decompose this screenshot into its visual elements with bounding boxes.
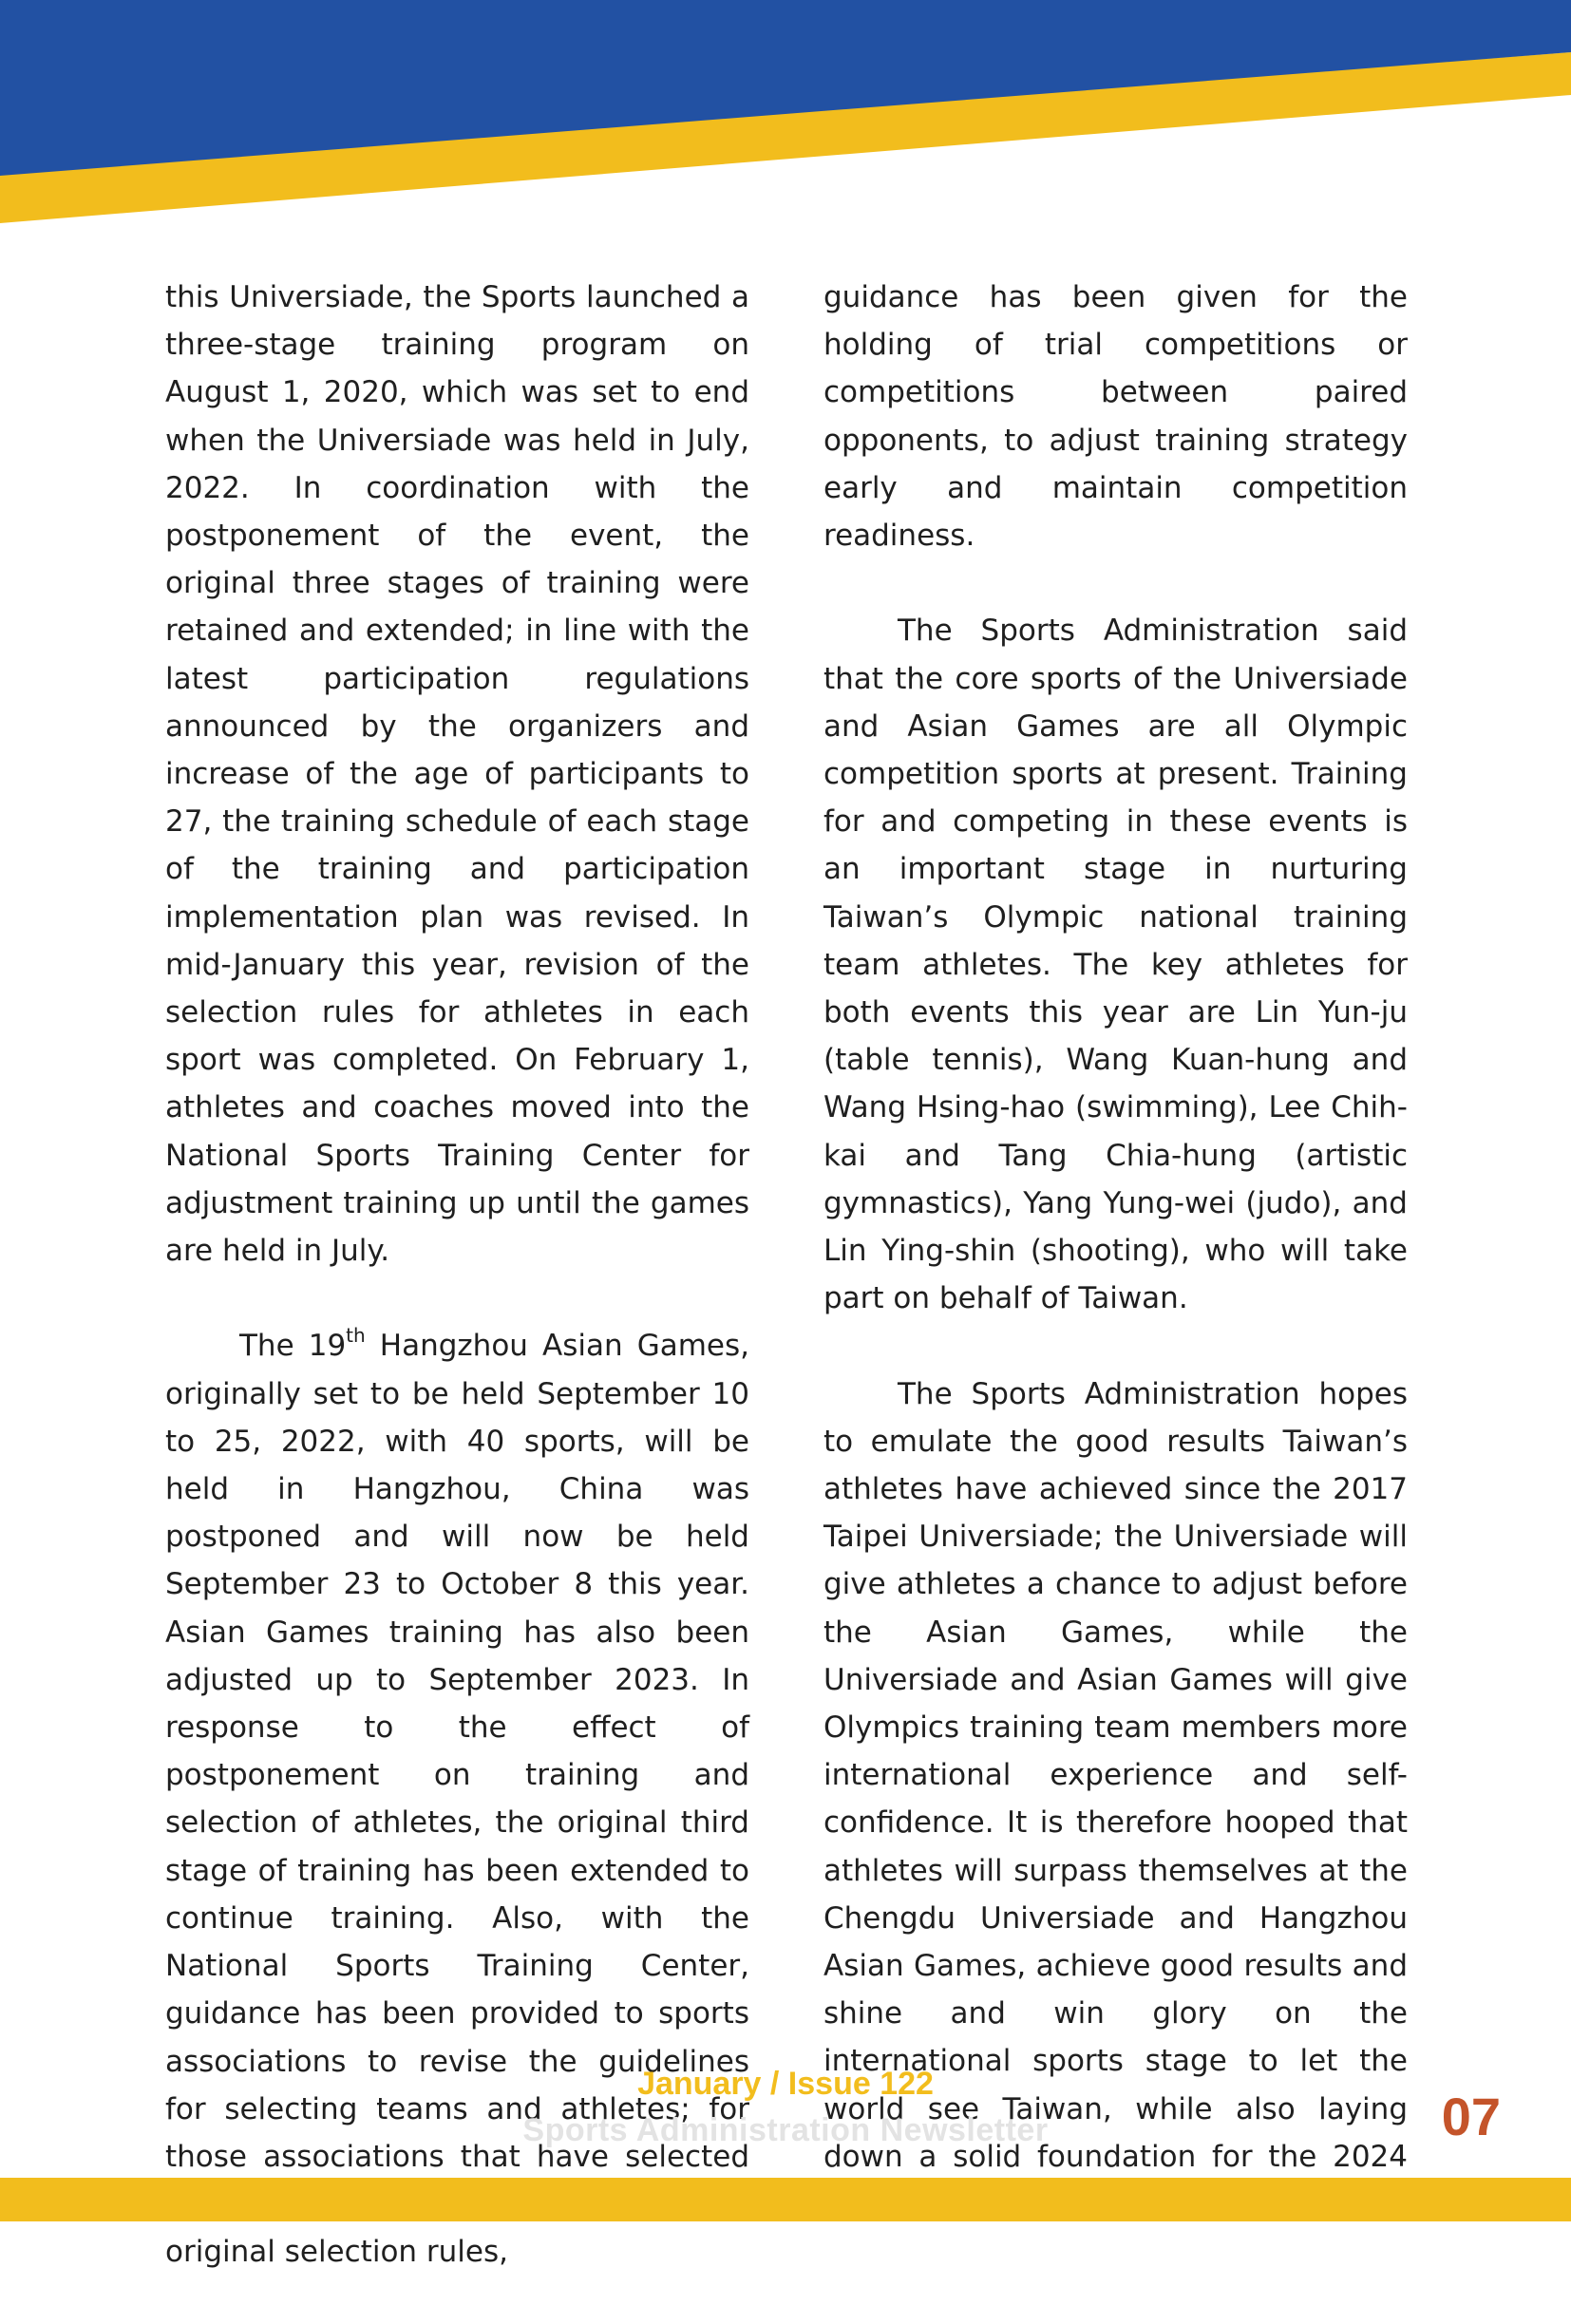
footer-issue: January / Issue 122	[637, 2066, 934, 2102]
asian-games-lead: The 19	[239, 1329, 347, 1364]
page-number: 07	[1441, 2087, 1501, 2146]
asian-games-text: Hangzhou Asian Games, originally set to be held September 10 to 25, 2022, with 40 sports, will be held in Hangzhou, China was postponed and will now be held September 23 to October 8 this year. Asian Games training has also been adjusted up to September 2023. In response to the effect of postponement on training and selection of athletes, the original third stage of training has been extended to continue training. Also, with the National Sports Training Center, guidance has been provided to sports associations to revise the guidelines for selecting teams and athletes; for those associations that have selected original selection rules,	[165, 1329, 749, 2270]
right-column	[823, 274, 1408, 2276]
left-column	[165, 274, 749, 2324]
right-paragraph-2: The Sports Administration said that the core sports of the Universiade and Asian Games are all Olympic competition sports at present. Training for and competing in these events is an important stage in nurturing Taiwan’s Olympic national training team athletes. The key athletes for both events this year are Lin Yun-ju (table tennis), Wang Kuan-hung and Wang Hsing-hao (swimming), Lee Chih-kai and Tang Chia-hung (artistic gymnastics), Yang Yung-wei (judo), and Lin Ying-shin (shooting), who will take part on behalf of Taiwan.	[823, 614, 1408, 1316]
header-banner	[0, 0, 1571, 228]
left-paragraph-1: this Universiade, the Sports launched a three-stage training program on August 1, 2020, which was set to end when the Universiade was held in July, 2022. In coordination with the postponement of the event, the original three stages of training were retained and extended; in line with the latest participation regulations announced by the organizers and increase of the age of participants to 27, the training schedule of each stage of the training and participation implementation plan was revised. In mid-January this year, revision of the selection rules for athletes in each sport was completed. On February 1, athletes and coaches moved into the National Sports Training Center for adjustment training up until the games are held in July.	[165, 280, 749, 1269]
ordinal-suffix: th	[346, 1324, 366, 1348]
footer-bar	[0, 2178, 1571, 2221]
right-paragraph-3: The Sports Administration hopes to emulate the good results Taiwan’s athletes have achieved since the 2017 Taipei Universiade; the Universiade will give athletes a chance to adjust before the Asian Games, while the Universiade and Asian Games will give Olympics training team members more international experience and self-confidence. It is therefore hooped that athletes will surpass themselves at the Chengdu Universiade and Hangzhou Asian Games, achieve good results and shine and win glory on the international sports stage to let the world see Taiwan, while also laying down a solid foundation for the 2024	[823, 1376, 1408, 2174]
right-paragraph-1: guidance has been given for the holding of trial competitions or competitions between paired opponents, to adjust training strategy early and maintain competition readiness.	[823, 280, 1408, 554]
footer-newsletter-name: Sports Administration Newsletter	[522, 2112, 1049, 2148]
